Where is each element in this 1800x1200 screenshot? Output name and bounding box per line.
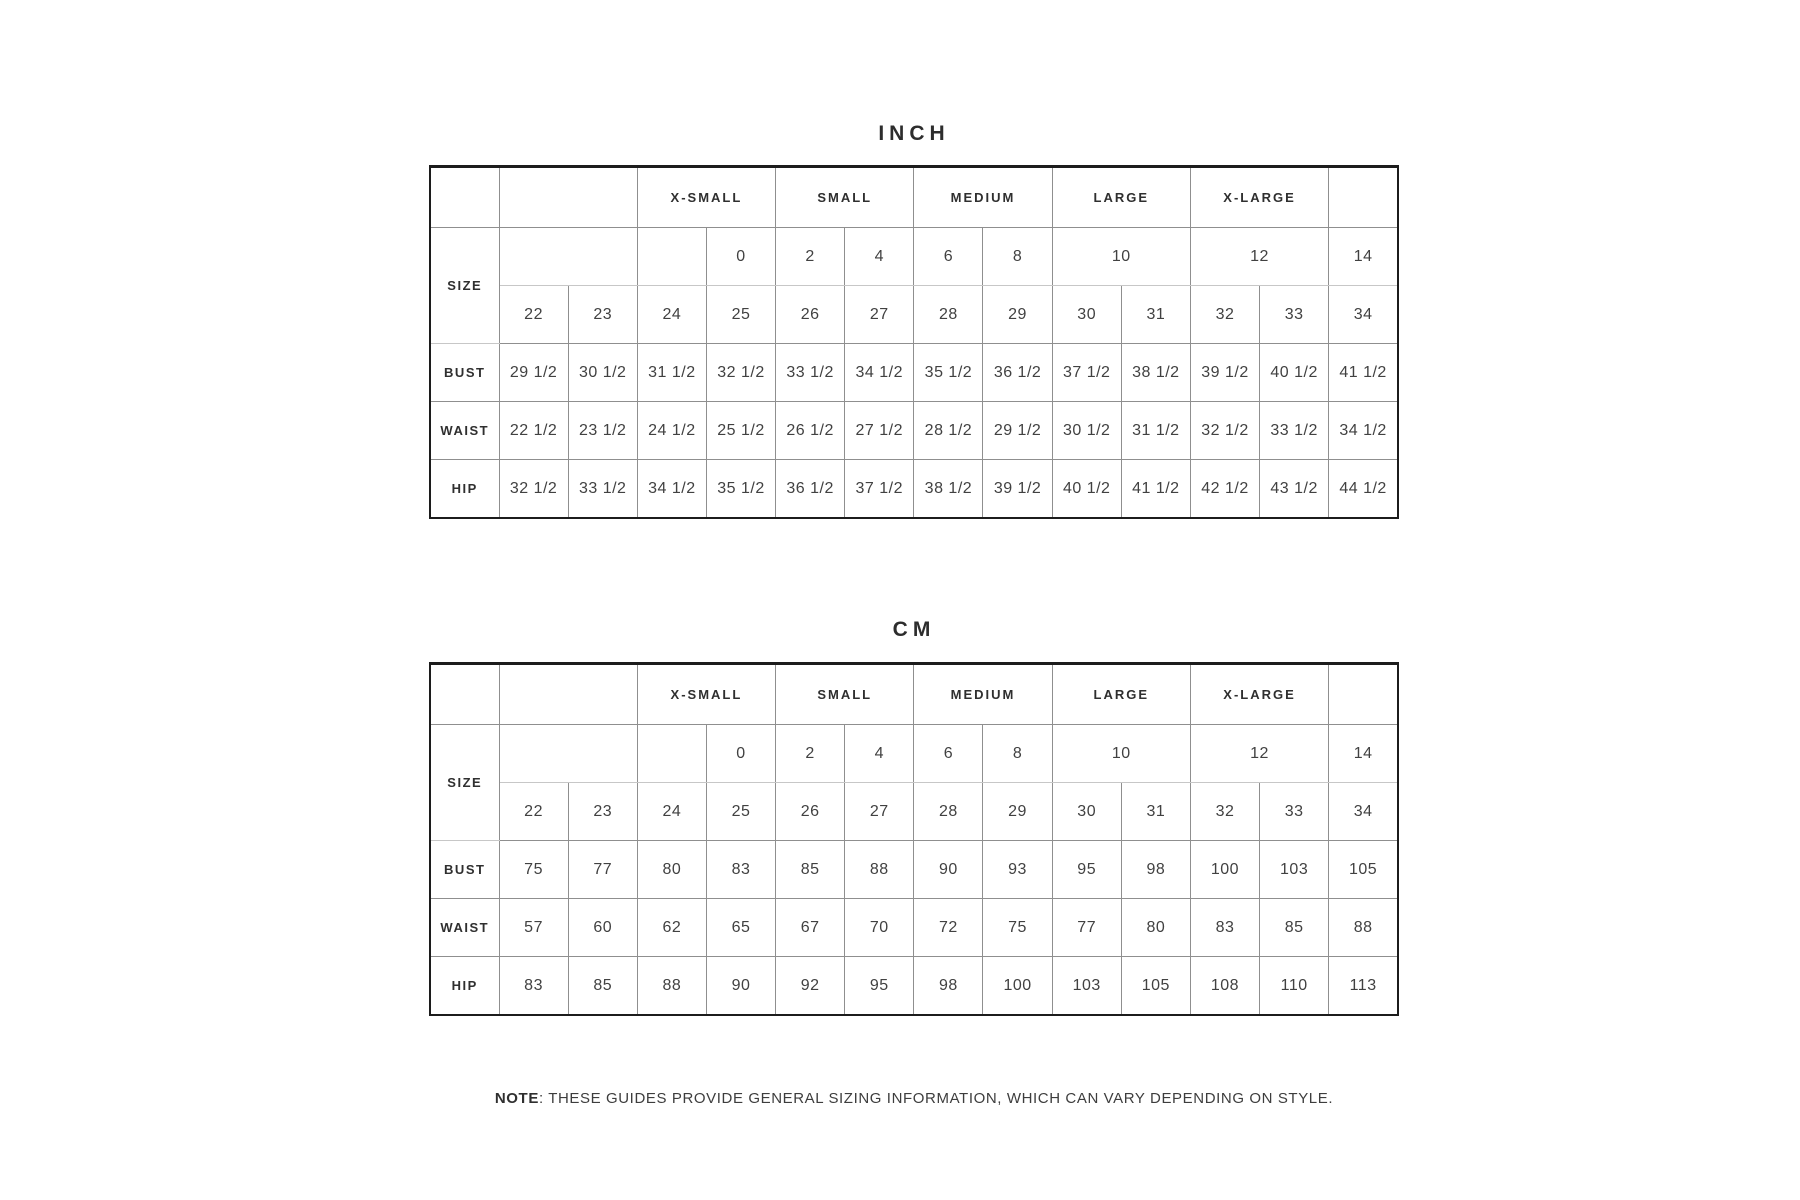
- measurement-value-cell: 110: [1260, 957, 1329, 1016]
- group-header-row: [430, 664, 1398, 725]
- measurement-value-cell: 83: [499, 957, 568, 1016]
- measurement-value-cell: 57: [499, 899, 568, 957]
- size-cell: 31: [1121, 783, 1190, 841]
- size-top-row: [430, 228, 1398, 286]
- measurement-value-cell: 60: [568, 899, 637, 957]
- size-cell: 24: [637, 783, 706, 841]
- blank-cell: [1329, 664, 1398, 725]
- size-cell: 23: [568, 783, 637, 841]
- cm-size-table: [429, 662, 1399, 1016]
- numeric-size-cell: 4: [845, 228, 914, 286]
- size-cell: 33: [1260, 783, 1329, 841]
- numeric-size-cell: 2: [776, 228, 845, 286]
- size-cell: 31: [1121, 286, 1190, 344]
- measurement-value-cell: 80: [637, 841, 706, 899]
- measurement-value-cell: 77: [568, 841, 637, 899]
- numeric-size-cell: 6: [914, 228, 983, 286]
- measurement-value-cell: 22 1/2: [499, 402, 568, 460]
- size-top-row: [430, 725, 1398, 783]
- measurement-value-cell: 40 1/2: [1260, 344, 1329, 402]
- size-group-header: X-SMALL: [637, 167, 775, 228]
- measurement-value-cell: 38 1/2: [914, 460, 983, 519]
- measurement-value-cell: 23 1/2: [568, 402, 637, 460]
- measurement-value-cell: 44 1/2: [1329, 460, 1398, 519]
- size-group-header: X-LARGE: [1190, 664, 1328, 725]
- numeric-size-cell: 8: [983, 725, 1052, 783]
- measurement-value-cell: 32 1/2: [706, 344, 775, 402]
- size-group-header: X-LARGE: [1190, 167, 1328, 228]
- size-cell: 32: [1190, 783, 1259, 841]
- measurement-value-cell: 100: [1190, 841, 1259, 899]
- waist-row: [430, 402, 1398, 460]
- cm-table-section: [429, 662, 1399, 1016]
- size-cell: 26: [776, 783, 845, 841]
- measurement-value-cell: 32 1/2: [499, 460, 568, 519]
- size-group-header: SMALL: [776, 167, 914, 228]
- numeric-size-cell: 14: [1329, 228, 1398, 286]
- measurement-value-cell: 75: [983, 899, 1052, 957]
- size-cell: 28: [914, 783, 983, 841]
- measurement-value-cell: 95: [1052, 841, 1121, 899]
- measurement-value-cell: 29 1/2: [983, 402, 1052, 460]
- measurement-value-cell: 37 1/2: [845, 460, 914, 519]
- measurement-value-cell: 100: [983, 957, 1052, 1016]
- measurement-value-cell: 34 1/2: [637, 460, 706, 519]
- measurement-value-cell: 32 1/2: [1190, 402, 1259, 460]
- numeric-size-cell: 8: [983, 228, 1052, 286]
- measurement-value-cell: 85: [1260, 899, 1329, 957]
- bust-row: [430, 841, 1398, 899]
- numeric-size-cell: 12: [1190, 228, 1328, 286]
- measurement-value-cell: 28 1/2: [914, 402, 983, 460]
- measurement-value-cell: 27 1/2: [845, 402, 914, 460]
- size-guide-content: [429, 0, 1399, 1200]
- measurement-label-cell: WAIST: [430, 402, 499, 460]
- measurement-value-cell: 41 1/2: [1121, 460, 1190, 519]
- blank-cell: [1329, 167, 1398, 228]
- measurement-value-cell: 62: [637, 899, 706, 957]
- inch-table-section: [429, 165, 1399, 519]
- measurement-value-cell: 88: [637, 957, 706, 1016]
- measurement-value-cell: 85: [568, 957, 637, 1016]
- measurement-value-cell: 103: [1260, 841, 1329, 899]
- measurement-value-cell: 41 1/2: [1329, 344, 1398, 402]
- size-cell: 33: [1260, 286, 1329, 344]
- numeric-size-cell: 10: [1052, 725, 1190, 783]
- measurement-value-cell: 37 1/2: [1052, 344, 1121, 402]
- sizing-note: [429, 1090, 1399, 1108]
- measurement-value-cell: 25 1/2: [706, 402, 775, 460]
- size-cell: 27: [845, 286, 914, 344]
- hip-row: [430, 460, 1398, 519]
- measurement-value-cell: 88: [845, 841, 914, 899]
- size-bottom-row: [430, 783, 1398, 841]
- measurement-value-cell: 88: [1329, 899, 1398, 957]
- size-cell: 29: [983, 783, 1052, 841]
- inch-table-title: INCH: [878, 122, 950, 145]
- measurement-value-cell: 35 1/2: [706, 460, 775, 519]
- measurement-value-cell: 80: [1121, 899, 1190, 957]
- measurement-value-cell: 40 1/2: [1052, 460, 1121, 519]
- measurement-value-cell: 30 1/2: [1052, 402, 1121, 460]
- measurement-value-cell: 92: [776, 957, 845, 1016]
- hip-row: [430, 957, 1398, 1016]
- measurement-label-cell: HIP: [430, 460, 499, 519]
- size-cell: 29: [983, 286, 1052, 344]
- numeric-size-cell: 12: [1190, 725, 1328, 783]
- size-cell: 32: [1190, 286, 1259, 344]
- measurement-value-cell: 113: [1329, 957, 1398, 1016]
- size-cell: 25: [706, 783, 775, 841]
- measurement-value-cell: 34 1/2: [1329, 402, 1398, 460]
- size-cell: 26: [776, 286, 845, 344]
- size-group-header: MEDIUM: [914, 167, 1052, 228]
- blank-cell: [499, 228, 637, 286]
- size-cell: 24: [637, 286, 706, 344]
- measurement-value-cell: 42 1/2: [1190, 460, 1259, 519]
- size-cell: 30: [1052, 783, 1121, 841]
- cm-table-title: CM: [892, 618, 936, 641]
- size-bottom-row: [430, 286, 1398, 344]
- blank-cell: [499, 664, 637, 725]
- measurement-value-cell: 77: [1052, 899, 1121, 957]
- numeric-size-cell: 10: [1052, 228, 1190, 286]
- size-cell: 22: [499, 783, 568, 841]
- measurement-value-cell: 90: [914, 841, 983, 899]
- blank-cell: [499, 167, 637, 228]
- size-group-header: MEDIUM: [914, 664, 1052, 725]
- measurement-value-cell: 31 1/2: [1121, 402, 1190, 460]
- measurement-value-cell: 98: [914, 957, 983, 1016]
- size-group-header: SMALL: [776, 664, 914, 725]
- measurement-value-cell: 108: [1190, 957, 1259, 1016]
- numeric-size-cell: 0: [706, 228, 775, 286]
- inch-size-table: [429, 165, 1399, 519]
- measurement-value-cell: 85: [776, 841, 845, 899]
- bust-row: [430, 344, 1398, 402]
- measurement-value-cell: 75: [499, 841, 568, 899]
- size-label-cell: SIZE: [430, 725, 499, 841]
- numeric-size-cell: 0: [706, 725, 775, 783]
- waist-row: [430, 899, 1398, 957]
- measurement-value-cell: 39 1/2: [1190, 344, 1259, 402]
- numeric-size-cell: 6: [914, 725, 983, 783]
- measurement-value-cell: 33 1/2: [776, 344, 845, 402]
- measurement-value-cell: 103: [1052, 957, 1121, 1016]
- measurement-value-cell: 93: [983, 841, 1052, 899]
- measurement-value-cell: 95: [845, 957, 914, 1016]
- measurement-value-cell: 70: [845, 899, 914, 957]
- size-group-header: X-SMALL: [637, 664, 775, 725]
- numeric-size-cell: 2: [776, 725, 845, 783]
- size-cell: 34: [1329, 286, 1398, 344]
- measurement-label-cell: BUST: [430, 841, 499, 899]
- measurement-value-cell: 98: [1121, 841, 1190, 899]
- size-label-cell: SIZE: [430, 228, 499, 344]
- group-header-row: [430, 167, 1398, 228]
- blank-cell: [637, 725, 706, 783]
- numeric-size-cell: 14: [1329, 725, 1398, 783]
- corner-cell: [430, 167, 499, 228]
- measurement-value-cell: 83: [706, 841, 775, 899]
- measurement-value-cell: 83: [1190, 899, 1259, 957]
- measurement-value-cell: 105: [1329, 841, 1398, 899]
- measurement-value-cell: 65: [706, 899, 775, 957]
- size-group-header: LARGE: [1052, 664, 1190, 725]
- measurement-value-cell: 72: [914, 899, 983, 957]
- blank-cell: [637, 228, 706, 286]
- note-text: : THESE GUIDES PROVIDE GENERAL SIZING INFORMATION, WHICH CAN VARY DEPENDING ON STYLE.: [538, 1090, 1334, 1107]
- measurement-value-cell: 39 1/2: [983, 460, 1052, 519]
- measurement-value-cell: 36 1/2: [983, 344, 1052, 402]
- measurement-value-cell: 90: [706, 957, 775, 1016]
- size-cell: 23: [568, 286, 637, 344]
- size-group-header: LARGE: [1052, 167, 1190, 228]
- size-cell: 25: [706, 286, 775, 344]
- measurement-label-cell: WAIST: [430, 899, 499, 957]
- measurement-value-cell: 34 1/2: [845, 344, 914, 402]
- size-cell: 28: [914, 286, 983, 344]
- measurement-value-cell: 29 1/2: [499, 344, 568, 402]
- numeric-size-cell: 4: [845, 725, 914, 783]
- size-cell: 34: [1329, 783, 1398, 841]
- measurement-value-cell: 24 1/2: [637, 402, 706, 460]
- size-cell: 22: [499, 286, 568, 344]
- size-cell: 27: [845, 783, 914, 841]
- measurement-value-cell: 30 1/2: [568, 344, 637, 402]
- measurement-value-cell: 33 1/2: [568, 460, 637, 519]
- measurement-value-cell: 35 1/2: [914, 344, 983, 402]
- measurement-value-cell: 31 1/2: [637, 344, 706, 402]
- measurement-label-cell: HIP: [430, 957, 499, 1016]
- measurement-value-cell: 26 1/2: [776, 402, 845, 460]
- measurement-value-cell: 105: [1121, 957, 1190, 1016]
- size-cell: 30: [1052, 286, 1121, 344]
- measurement-label-cell: BUST: [430, 344, 499, 402]
- measurement-value-cell: 33 1/2: [1260, 402, 1329, 460]
- measurement-value-cell: 38 1/2: [1121, 344, 1190, 402]
- measurement-value-cell: 43 1/2: [1260, 460, 1329, 519]
- corner-cell: [430, 664, 499, 725]
- measurement-value-cell: 36 1/2: [776, 460, 845, 519]
- blank-cell: [499, 725, 637, 783]
- note-label: NOTE: [494, 1090, 539, 1107]
- measurement-value-cell: 67: [776, 899, 845, 957]
